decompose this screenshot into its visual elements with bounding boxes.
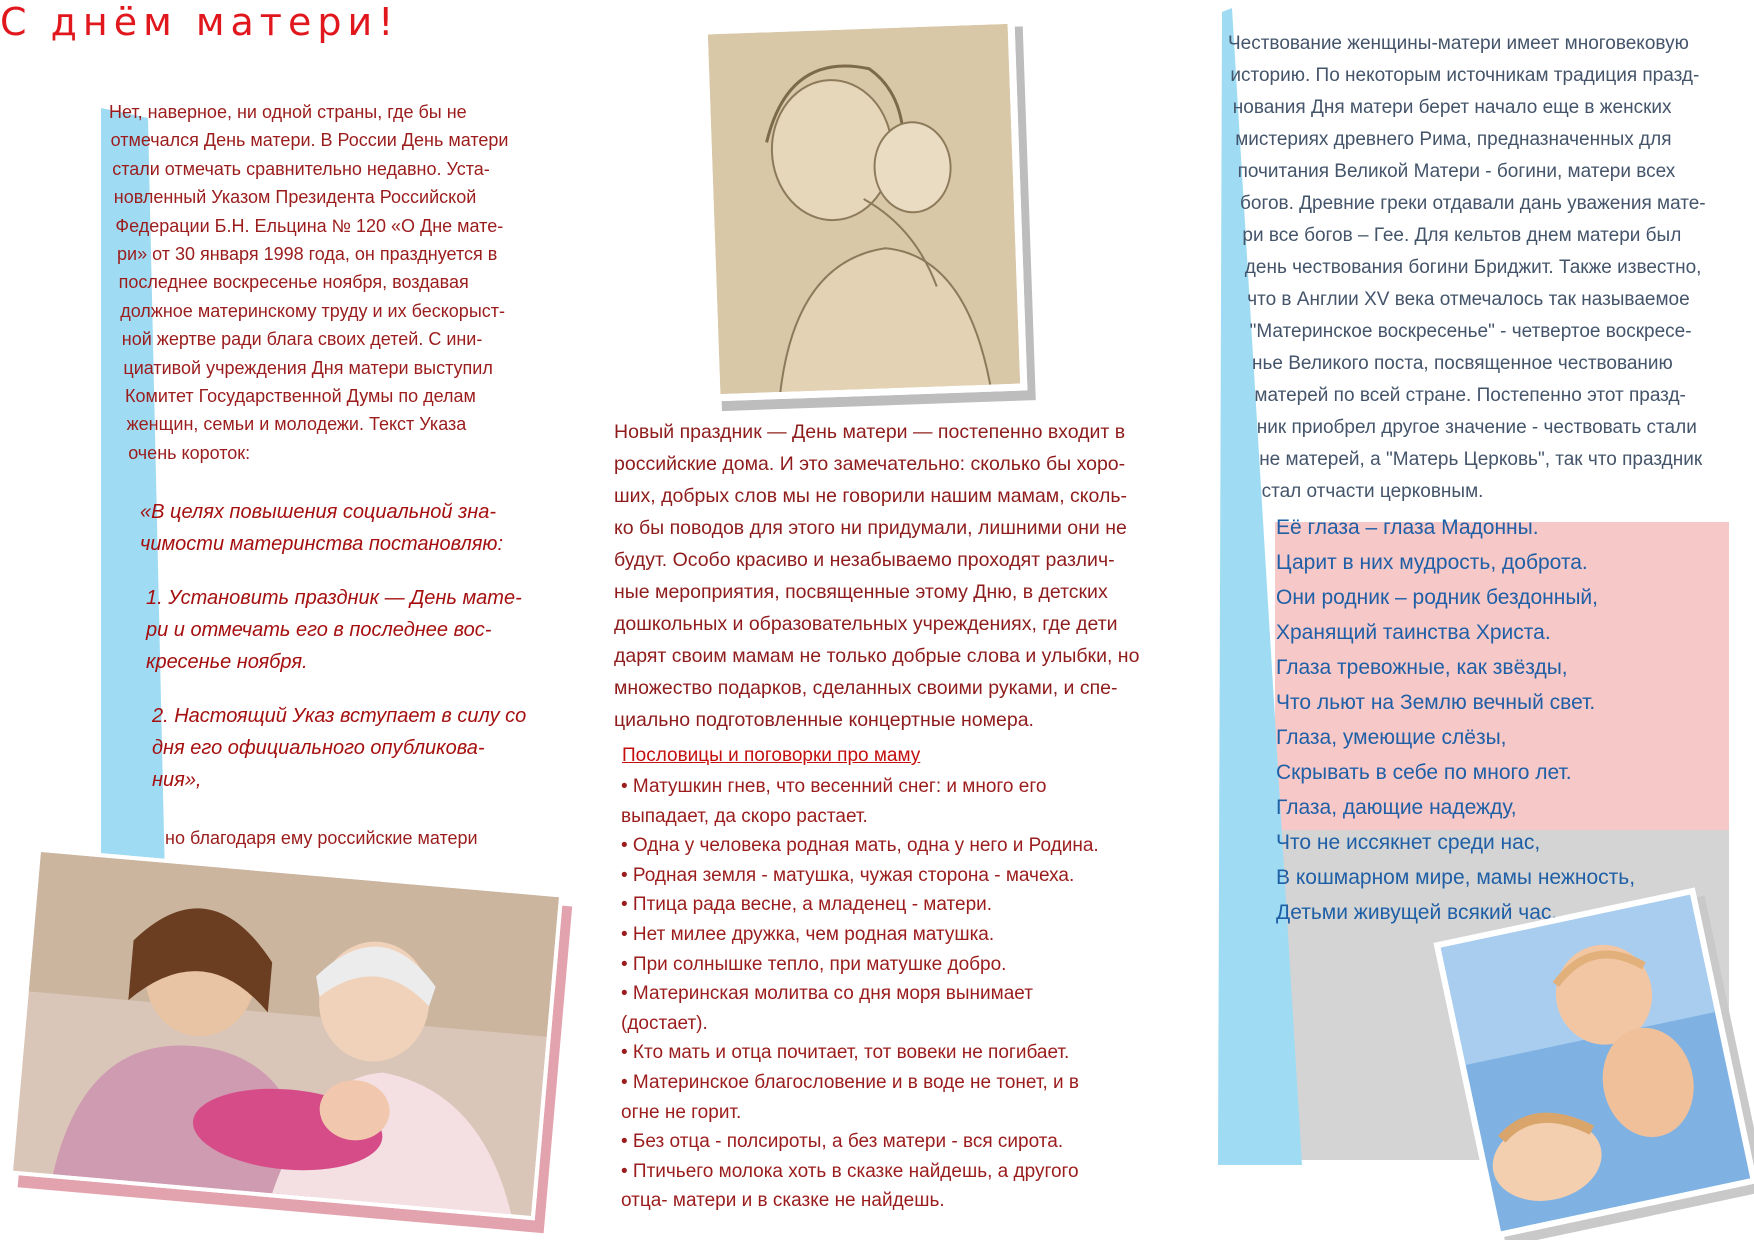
decree-line: дня его официального опубликова- [152, 737, 485, 759]
page-title: С днём матери! [0, 0, 400, 44]
poem-line: Её глаза – глаза Мадонны. [1276, 516, 1539, 539]
sketch-photo [701, 17, 1028, 402]
proverb-line: • Нет милее дружка, чем родная матушка. [621, 923, 995, 945]
intro-line: новленный Указом Президента Российской [113, 187, 477, 208]
intro-line: женщин, семьи и молодежи. Текст Указа [126, 414, 467, 435]
intro-line: ри» от 30 января 1998 года, он празднуется в [117, 244, 498, 265]
center-line: циально подготовленные концертные номера. [614, 709, 1034, 731]
right-line: Чествование женщины-матери имеет многовековую [1228, 33, 1689, 54]
intro-line: последнее воскресенье ноября, воздавая [118, 272, 469, 293]
center-line: будут. Особо красиво и незабываемо проходят различ- [614, 549, 1115, 571]
right-line: матерей по всей стране. Постепенно этот празд- [1254, 385, 1686, 406]
center-line: ные мероприятия, посвященные этому Дню, в детских [614, 581, 1108, 603]
right-line: нования Дня матери берет начало еще в женских [1232, 97, 1672, 118]
right-line: историю. По некоторым источникам традиция празд- [1230, 65, 1700, 86]
right-paragraph [1228, 28, 1706, 508]
proverb-line: • При солнышке тепло, при матушке добро. [621, 953, 1007, 975]
right-line: ри все богов – Гее. Для кельтов днем матери был [1242, 225, 1682, 246]
decree-line: 1. Установить праздник — День мате- [146, 587, 522, 609]
intro-text [109, 98, 508, 467]
proverbs-list [621, 772, 1099, 1216]
decree-line: ри и отмечать его в последнее вос- [146, 619, 492, 641]
decree-line: кресенье ноября. [146, 651, 308, 673]
sketch-photo-image [708, 24, 1020, 394]
intro-line: Федерации Б.Н. Ельцина № 120 «О Дне мате- [115, 215, 504, 236]
center-line: ко бы поводов для этого ни придумали, лишними они не [614, 517, 1127, 539]
poem-line: Глаза тревожные, как звёзды, [1276, 656, 1568, 679]
poem-line: Глаза, умеющие слёзы, [1276, 726, 1507, 749]
poem-line: Что льют на Землю вечный свет. [1276, 691, 1596, 714]
decree-line: 2. Настоящий Указ вступает в силу со [152, 705, 527, 727]
poem-line: Скрывать в себе по много лет. [1276, 761, 1572, 784]
proverb-line: • Птичьего молока хоть в сказке найдешь, а другого [621, 1160, 1079, 1182]
intro-line: должное материнскому труду и их бескорыст- [120, 300, 505, 321]
center-line: дарят своим мамам не только добрые слова и улыбки, но [614, 645, 1140, 667]
decree-line: чимости материнства постановляю: [140, 533, 504, 555]
center-line: российские дома. И это замечательно: сколько бы хоро- [614, 453, 1126, 475]
right-line: нье Великого поста, посвященное чествованию [1252, 353, 1673, 374]
proverb-line: • Материнское благословение и в воде не тонет, и в [621, 1071, 1080, 1093]
family-photo-image [13, 852, 559, 1216]
decree-block [146, 582, 526, 678]
proverb-line: огне не горит. [621, 1101, 742, 1123]
center-line: множество подарков, сделанных своими руками, и спе- [614, 677, 1118, 699]
family-photo [9, 848, 564, 1221]
intro-line: очень короток: [128, 442, 251, 463]
intro-line: стали отмечать сравнительно недавно. Уста- [112, 158, 490, 179]
center-paragraph [614, 416, 1139, 736]
proverb-line: • Одна у человека родная мать, одна у него и Родина. [621, 835, 1099, 857]
center-line: Новый праздник — День матери — постепенно входит в [614, 421, 1126, 443]
poem-line: Царит в них мудрость, доброта. [1276, 551, 1588, 574]
decree-after-text: но благодаря ему российские матери [165, 828, 478, 848]
right-line: день чествования богини Бриджит. Также известно, [1244, 257, 1702, 278]
poem-line: Глаза, дающие надежду, [1276, 796, 1517, 819]
proverb-line: • Родная земля - матушка, чужая сторона - мачеха. [621, 864, 1075, 886]
proverb-line: • Материнская молитва со дня моря вынимает [621, 983, 1033, 1005]
baby-photo-image [1441, 895, 1751, 1232]
proverb-line: • Кто мать и отца почитает, тот вовеки не погибает. [621, 1042, 1070, 1064]
decree-quote [140, 496, 526, 818]
proverbs-title: Пословицы и поговорки про маму [622, 745, 921, 766]
proverb-line: отца- матери и в сказке не найдешь. [621, 1190, 945, 1212]
proverb-line: • Без отца - полсироты, а без матери - вся сирота. [621, 1131, 1064, 1153]
right-line: не матерей, а "Матерь Церковь", так что праздник [1259, 449, 1703, 470]
proverb-line: (достает). [621, 1012, 708, 1034]
proverb-line: выпадает, да скоро растает. [621, 805, 868, 827]
poem-line: Что не иссякнет среди нас, [1276, 831, 1541, 854]
intro-line: Комитет Государственной Думы по делам [125, 386, 476, 407]
right-line: стал отчасти церковным. [1261, 481, 1484, 502]
right-line: ник приобрел другое значение - чествовать стали [1256, 417, 1697, 438]
center-line: ших, добрых слов мы не говорили нашим мамам, сколь- [614, 485, 1127, 507]
poem-line: Хранящий таинства Христа. [1276, 621, 1551, 644]
right-line: "Материнское воскресенье" - четвертое воскресе- [1249, 321, 1692, 342]
poem-line: В кошмарном мире, мамы нежность, [1276, 866, 1636, 889]
proverb-line: • Птица рада весне, а младенец - матери. [621, 894, 993, 916]
right-line: что в Англии XV века отмечалось так называемое [1247, 289, 1690, 310]
intro-line: отмечался День матери. В России День матери [110, 130, 509, 151]
proverb-line: • Матушкин гнев, что весенний снег: и много его [621, 776, 1047, 797]
intro-line: ной жертве ради блага своих детей. С ини- [121, 329, 483, 350]
poem-line: Они родник – родник бездонный, [1276, 586, 1598, 609]
right-line: почитания Великой Матери - богини, матери всех [1237, 161, 1676, 182]
right-line: мистериях древнего Рима, предназначенных для [1235, 129, 1672, 150]
poem-line: Детьми живущей всякий час. [1276, 901, 1558, 924]
right-line: богов. Древние греки отдавали дань уважения мате- [1240, 193, 1706, 214]
decree-line: ния», [152, 769, 202, 791]
intro-line: Нет, наверное, ни одной страны, где бы не [109, 102, 467, 122]
decree-line: «В целях повышения социальной зна- [140, 501, 497, 523]
poem [1276, 510, 1635, 930]
decree-block [152, 700, 526, 796]
center-line: дошкольных и образовательных учреждениях, где дети [614, 613, 1118, 635]
decree-block [140, 496, 526, 560]
intro-line: циативой учреждения Дня матери выступил [123, 357, 493, 378]
